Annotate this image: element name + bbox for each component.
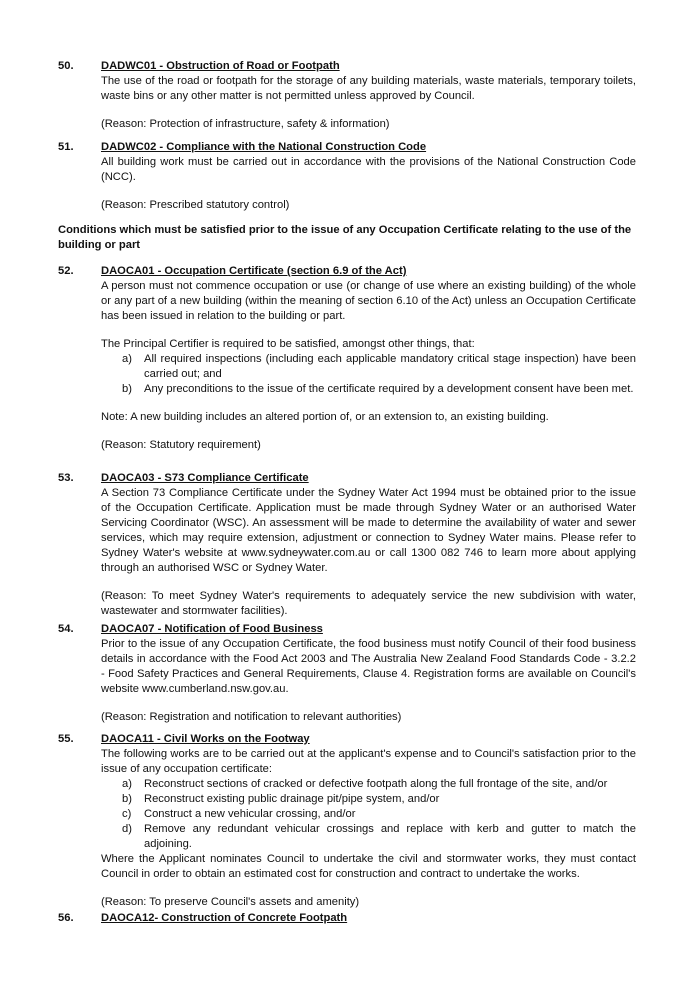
list-item: [101, 792, 636, 807]
condition-reason: (Reason: Protection of infrastructure, safety & information): [101, 118, 390, 130]
condition-text: The use of the road or footpath for the storage of any building materials, waste materials, temporary toilets, waste bins or any other matter is not permitted unless approved by Council.: [101, 75, 636, 102]
list-item: [101, 352, 636, 382]
condition-number: 54.: [58, 623, 74, 635]
condition-title: DAOCA03 - S73 Compliance Certificate: [101, 472, 309, 484]
condition-55: [58, 732, 636, 910]
condition-number: 50.: [58, 60, 74, 72]
list-item-label: b): [122, 793, 132, 805]
condition-list: [101, 777, 636, 852]
list-item-text: All required inspections (including each applicable mandatory critical stage inspection) have been carried out; and: [144, 353, 636, 380]
condition-text: The Principal Certifier is required to be satisfied, amongst other things, that:: [101, 338, 475, 350]
condition-reason: (Reason: Statutory requirement): [101, 439, 261, 451]
condition-54: [58, 622, 636, 725]
list-item: [101, 382, 636, 397]
list-item-label: c): [122, 808, 132, 820]
condition-50: [58, 59, 636, 132]
condition-title: DAOCA11 - Civil Works on the Footway: [101, 733, 310, 745]
condition-text: Where the Applicant nominates Council to undertake the civil and stormwater works, they must contact Council in order to obtain an estimated cost for construction and contract to undertake the works.: [101, 853, 636, 880]
condition-title: DAOCA07 - Notification of Food Business: [101, 623, 323, 635]
list-item-text: Any preconditions to the issue of the certificate required by a development consent have been met.: [144, 383, 634, 395]
section-heading: Conditions which must be satisfied prior to the issue of any Occupation Certificate relating to the use of the building or part: [58, 224, 632, 251]
list-item-label: a): [122, 778, 132, 790]
condition-reason: (Reason: To meet Sydney Water's requirements to adequately service the new subdivision with water, wastewater and stormwater facilities).: [101, 590, 636, 617]
condition-56: [58, 911, 636, 926]
list-item: [101, 822, 636, 852]
list-item-text: Remove any redundant vehicular crossings and replace with kerb and gutter to match the adjoining.: [144, 823, 636, 850]
condition-51: [58, 140, 636, 213]
list-item-text: Construct a new vehicular crossing, and/or: [144, 808, 356, 820]
condition-52: [58, 264, 636, 453]
list-item-text: Reconstruct sections of cracked or defective footpath along the full frontage of the site, and/or: [144, 778, 608, 790]
list-item: [101, 777, 636, 792]
condition-reason: (Reason: Prescribed statutory control): [101, 199, 290, 211]
condition-53: [58, 471, 636, 619]
condition-title: DAOCA01 - Occupation Certificate (section 6.9 of the Act): [101, 265, 407, 277]
list-item-label: d): [122, 823, 132, 835]
condition-number: 52.: [58, 265, 74, 277]
condition-text: A person must not commence occupation or use (or change of use where an existing building) of the whole or any part of a new building (within the meaning of section 6.10 of the Act) unless an Occupation Certificate has been issued in relation to the building or part.: [101, 280, 636, 322]
condition-list: [101, 352, 636, 397]
condition-text: Prior to the issue of any Occupation Certificate, the food business must notify Council of their food business details in accordance with the Food Act 2003 and The Australia New Zealand Food Standards Code - 3.2.2 - Food Safety Practices and General Requirements, Clause 4. Registration forms are available on Council's website www.cumberland.nsw.gov.au.: [101, 638, 636, 695]
condition-note: Note: A new building includes an altered portion of, or an extension to, an existing building.: [101, 411, 549, 423]
list-item: [101, 807, 636, 822]
condition-reason: (Reason: Registration and notification to relevant authorities): [101, 711, 402, 723]
list-item-label: b): [122, 383, 132, 395]
condition-number: 51.: [58, 141, 74, 153]
list-item-text: Reconstruct existing public drainage pit/pipe system, and/or: [144, 793, 440, 805]
condition-text: The following works are to be carried out at the applicant's expense and to Council's satisfaction prior to the issue of any occupation certificate:: [101, 748, 636, 775]
list-item-label: a): [122, 353, 132, 365]
condition-reason: (Reason: To preserve Council's assets and amenity): [101, 896, 360, 908]
condition-title: DADWC01 - Obstruction of Road or Footpath: [101, 60, 340, 72]
condition-number: 53.: [58, 472, 74, 484]
condition-title: DADWC02 - Compliance with the National Construction Code: [101, 141, 427, 153]
condition-text: A Section 73 Compliance Certificate under the Sydney Water Act 1994 must be obtained prior to the issue of the Occupation Certificate. Application must be made through Sydney Water or an authorised Water Servicing Coordinator (WSC). An assessment will be made to determine the availability of water and sewer services, which may require extension, adjustment or connection to Sydney Water mains. Please refer to Sydney Water's website at www.sydneywater.com.au or call 1300 082 746 to learn more about applying through an authorised WSC or Sydney Water.: [101, 487, 636, 574]
condition-text: All building work must be carried out in accordance with the provisions of the National Construction Code (NCC).: [101, 156, 636, 183]
condition-title: DAOCA12- Construction of Concrete Footpath: [101, 912, 348, 924]
condition-number: 56.: [58, 912, 74, 924]
condition-number: 55.: [58, 733, 74, 745]
